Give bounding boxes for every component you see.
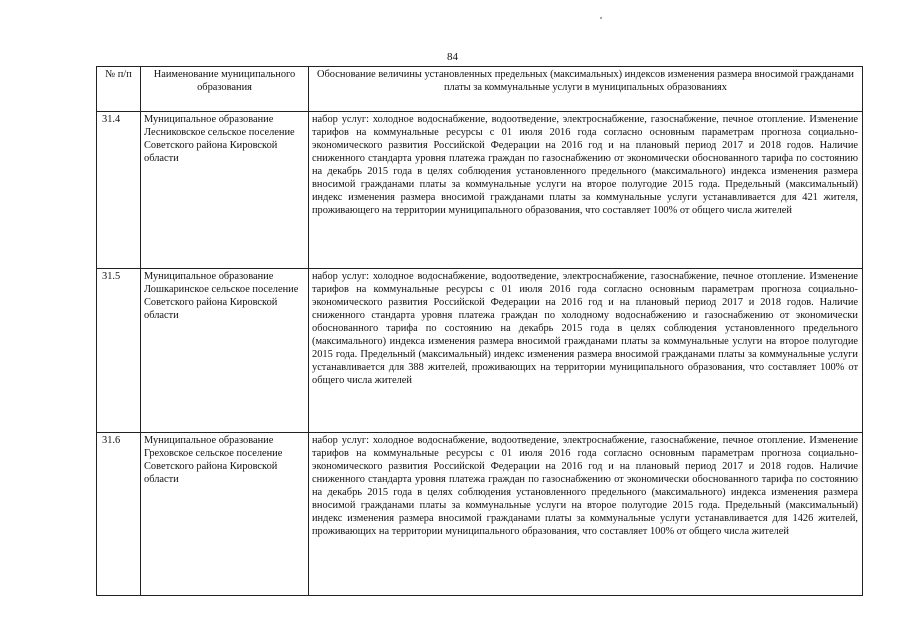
row-number: 31.4: [97, 112, 141, 269]
header-justification: Обоснование величины установленных предельных (максимальных) индексов изменения размера вносимой гражданами платы за коммунальные услуги в муниципальных образованиях: [309, 67, 863, 112]
header-municipality: Наименование муниципального образования: [141, 67, 309, 112]
municipality-name: Муниципальное образование Лошкаринское сельское поселение Советского района Кировской области: [141, 269, 309, 433]
row-number: 31.5: [97, 269, 141, 433]
table-row: [97, 269, 863, 433]
justification-text: набор услуг: холодное водоснабжение, водоотведение, электроснабжение, газоснабжение, печное отопление. Изменение тарифов на коммунальные ресурсы с 01 июля 2016 года согласно основным параметрам прогноза социально-экономического развития Российской Федерации на 2016 год и на плановый период 2017 и 2018 годов. Наличие сниженного стандарта уровня платежа граждан по газоснабжению от экономически обоснованного тарифа по состоянию на декабрь 2015 года в целях соблюдения установленного предельного (максимального) индекса изменения размера вносимой гражданами платы за коммунальные услуги на второе полугодие 2015 года. Предельный (максимальный) индекс изменения размера вносимой гражданами платы за коммунальные услуги устанавливается для 421 жителя, проживающего на территории муниципального образования, что составляет 100% от общего числа жителей: [309, 112, 863, 269]
page-number: 84: [447, 51, 458, 63]
table-header-row: [97, 67, 863, 112]
row-number: 31.6: [97, 433, 141, 596]
municipality-name: Муниципальное образование Лесниковское сельское поселение Советского района Кировской области: [141, 112, 309, 269]
municipality-name: Муниципальное образование Греховское сельское поселение Советского района Кировской области: [141, 433, 309, 596]
justification-text: набор услуг: холодное водоснабжение, водоотведение, электроснабжение, газоснабжение, печное отопление. Изменение тарифов на коммунальные ресурсы с 01 июля 2016 года согласно основным параметрам прогноза социально-экономического развития Российской Федерации на 2016 год и на плановый период 2017 и 2018 годов. Наличие сниженного стандарта уровня платежа граждан по газоснабжению от экономически обоснованного тарифа по состоянию на декабрь 2015 года в целях соблюдения установленного предельного (максимального) индекса изменения размера вносимой гражданами платы за коммунальные услуги на второе полугодие 2015 года. Предельный (максимальный) индекс изменения размера вносимой гражданами платы за коммунальные услуги устанавливается для 1426 жителей, проживающих на территории муниципального образования, что составляет 100% от общего числа жителей: [309, 433, 863, 596]
tariff-index-table: [96, 66, 863, 596]
scan-speck: [600, 17, 602, 19]
table-row: [97, 433, 863, 596]
header-number: № п/п: [97, 67, 141, 112]
table-row: [97, 112, 863, 269]
justification-text: набор услуг: холодное водоснабжение, водоотведение, электроснабжение, газоснабжение, печное отопление. Изменение тарифов на коммунальные ресурсы с 01 июля 2016 года согласно основным параметрам прогноза социально-экономического развития Российской Федерации на 2016 год и на плановый период 2017 и 2018 годов. Наличие сниженного стандарта уровня платежа граждан по холодному водоснабжению и газоснабжению от экономически обоснованного тарифа по состоянию на декабрь 2015 года в целях соблюдения установленного предельного (максимального) индекса изменения размера вносимой гражданами платы за коммунальные услуги на второе полугодие 2015 года. Предельный (максимальный) индекс изменения размера вносимой гражданами платы за коммунальные услуги устанавливается для 388 жителей, проживающих на территории муниципального образования, что составляет 100% от общего числа жителей: [309, 269, 863, 433]
